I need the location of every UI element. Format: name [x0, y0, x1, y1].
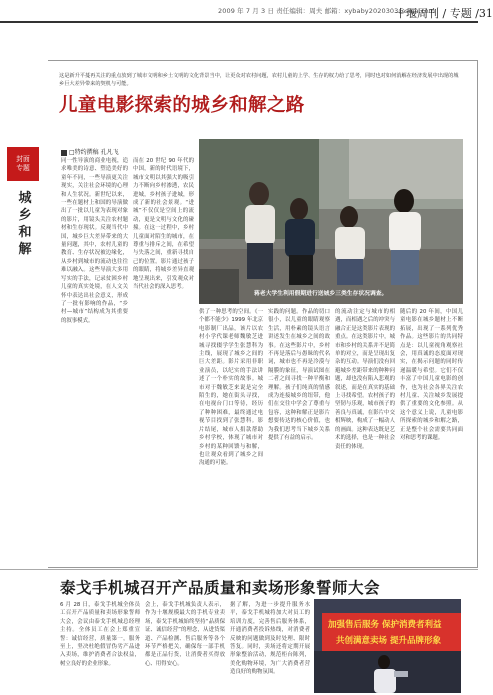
ad-headline: 泰戈手机城召开产品质量和卖场形象誓师大会: [60, 578, 381, 597]
feature-intro: 这是新升平蔓再关注的重点放到了城市文明和乡土文明的文化背景当中，让更众对农村问题，农村儿童的上学、生存的权力给了思考，同时也对如何消解在经济发展中出现的城乡巨大差异带来的契机与可能。: [59, 73, 459, 87]
section-badge: [7, 147, 39, 181]
feature-column-4: 实践的问题。作品的切口很小，以儿童的眼睛观察生活，用朴素的镜头语言讲述发生在城乡之间的故事。在这些影片中，乡村不再是落后与愚昧的代名词，城市也不再是冷漠与隔膜的象征，导演试图在二者之间寻找一种平衡和理解。孩子们纯真的情感成为连接城乡的纽带，他们在交往中学会了尊重与包容，这种和解正是影片想要传达的核心价值，也为我们思考当下城乡关系提供了有益的启示。: [268, 309, 330, 442]
section-name-char: 城: [18, 191, 32, 206]
feature-headline: 儿童电影探索的城乡和解之路: [59, 95, 305, 116]
header-section-title: 十堰周刊 / 专题 /31: [395, 7, 493, 20]
ad-column-2: 会上，泰戈手机城负责人表示，作为十堰规模最大的手机专业卖场，泰戈手机城始终坚持“品质保证、诚信经营”的理念，从进货渠道、产品检测、售后服务等各个环节严格把关，确保每一部手机都是正品行货，让消费者买得放心、用得安心。: [145, 602, 225, 667]
ad-banner-line1: 加强售后服务 保护消费者利益: [328, 620, 442, 630]
section-name-vertical: [16, 190, 34, 258]
ad-photo: [314, 599, 461, 693]
feature-photo-illustration: [199, 139, 463, 304]
section-name-char: 解: [18, 242, 32, 257]
section-badge-line2: 专题: [16, 164, 30, 172]
feature-byline: [61, 147, 119, 156]
feature-photo: [199, 139, 463, 304]
feature-column-6: 随后的 20 年间，中国儿童电影在城乡题材上不断拓展，出现了一系列优秀作品。这些影片的共同特点是：以儿童视角观察社会，用真诚的态度面对现实，在揭示问题的同时传递温暖与希望。它们不仅丰富了中国儿童电影的创作，也为社会各界关注农村儿童、关注城乡发展提供了重要的文化参照。从这个意义上说，儿童电影所探索的城乡和解之路，正是整个社会需要共同面对和思考的课题。: [400, 309, 463, 442]
page-header: [0, 0, 493, 26]
ad-photo-illustration: [314, 599, 461, 693]
ad-banner-line2: 共创满意卖场 提升品牌形象: [336, 636, 441, 646]
byline-marker-icon: [61, 150, 67, 156]
section-badge-line1: 封面: [16, 155, 30, 163]
feature-photo-caption: 蒋老大学生利用假期进行送城乡三类生存状况调查。: [254, 291, 388, 297]
feature-column-1: 同一性导演的商业电视，追求唯美的诗意、塑造美好的童年不同，一些导演更关注现实，关注社会环境的心理和人生状况。新世纪以来，一些在题材上和国的导演做出了一批以儿童为表现对象的影片，用镜头关注农村题材和生存现状。反观当代中国，城乡巨大差异带来的大量问题，其中，农村儿童的教育、生存状况被边缘化，从乡村到城市的流动也往往难以融入。这些导演大多用写实的手法，记录贫困乡村儿童的真实处境，在人文关怀中表达出社会意义，形成了一批有影响的作品，“乡村—城市”结构成为其重要的叙事模式。: [61, 158, 128, 324]
section-divider: [0, 569, 478, 570]
header-rule: [0, 21, 478, 23]
ad-column-1: 6 月 28 日，泰戈手机城全体员工召开产品质量和卖场形象誓师大会，会议由泰戈手机城总经理主持。全体员工在会上郑重宣誓：诚信经营，质量第一，服务至上，坚决杜绝假冒伪劣产品进入卖场，维护消费者合法权益，树立良好的企业形象。: [60, 602, 140, 667]
header-issue-info: 2009 年 7 月 3 日 责任编辑：周夫 邮箱：xybaby2020303@sina.com: [218, 7, 436, 15]
feature-column-5: 的流动注定与城市的相遇，而相遇之后的冲突与融合正是这类影片表现的重点。在这类影片中，城市和乡村的关系并不是简单的对立，而是呈现出复杂的互动。导演们没有回避城乡差距带来的种种问题，却也没有陷入悲观的叙述，而是在真实的基础上寻找希望。农村孩子的坚韧与乐观，城市孩子的善良与真诚，在影片中交相辉映，构成了一幅动人的画面。这种表达既是艺术的选择，也是一种社会责任的体现。: [335, 309, 395, 450]
section-name-char: 乡: [18, 208, 32, 223]
feature-column-3: 供了一种思考的空间。《一个都不能少》1999 年北京电影制厂出品，该片以农村小学代课老师魏敏芝进城寻找辍学学生张慧科为主线，展现了城乡之间的巨大差距。影片采用非职业演员，以纪实的手法讲述了一个朴实的故事。城市对于魏敏芝来说是完全陌生的，她在街头寻找，在电视台门口等待，经历了种种困难，最终通过电视节目找到了张慧科。影片结尾，城市人捐款帮助乡村学校，体现了城市对乡村的某种回馈与和解，也让观众看到了城乡之间沟通的可能。: [199, 309, 263, 467]
feature-column-2: 而在 20 世纪 90 年代的中国，新的时代语境下，城市文明以其强大的吸引力不断向乡村渗透，农民进城，乡村孩子进城，形成了新的社会景观。“进城”不仅仅是空间上的流动，更是文明与文化的碰撞。在这一过程中，乡村儿童面对陌生的城市，在尊重与排斥之间，在希望与失落之间，重新寻找自己的位置。影片通过孩子的眼睛，将城乡差异直观地呈现出来，引发观众对当代社会的深入思考。: [133, 158, 194, 291]
byline-text: □特约撰稿 孔凡飞: [69, 149, 119, 156]
section-name-char: 和: [18, 225, 32, 240]
ad-column-3: 据了解，为进一步提升服务水平，泰戈手机城将加大对员工的培训力度，完善售后服务体系，开通消费者投诉热线，对消费者反映的问题做到及时处理、限时答复。同时，卖场还将定期开展形象整治活动，规范柜台陈列，美化购物环境，为广大消费者营造良好的购物氛围。: [230, 602, 310, 676]
